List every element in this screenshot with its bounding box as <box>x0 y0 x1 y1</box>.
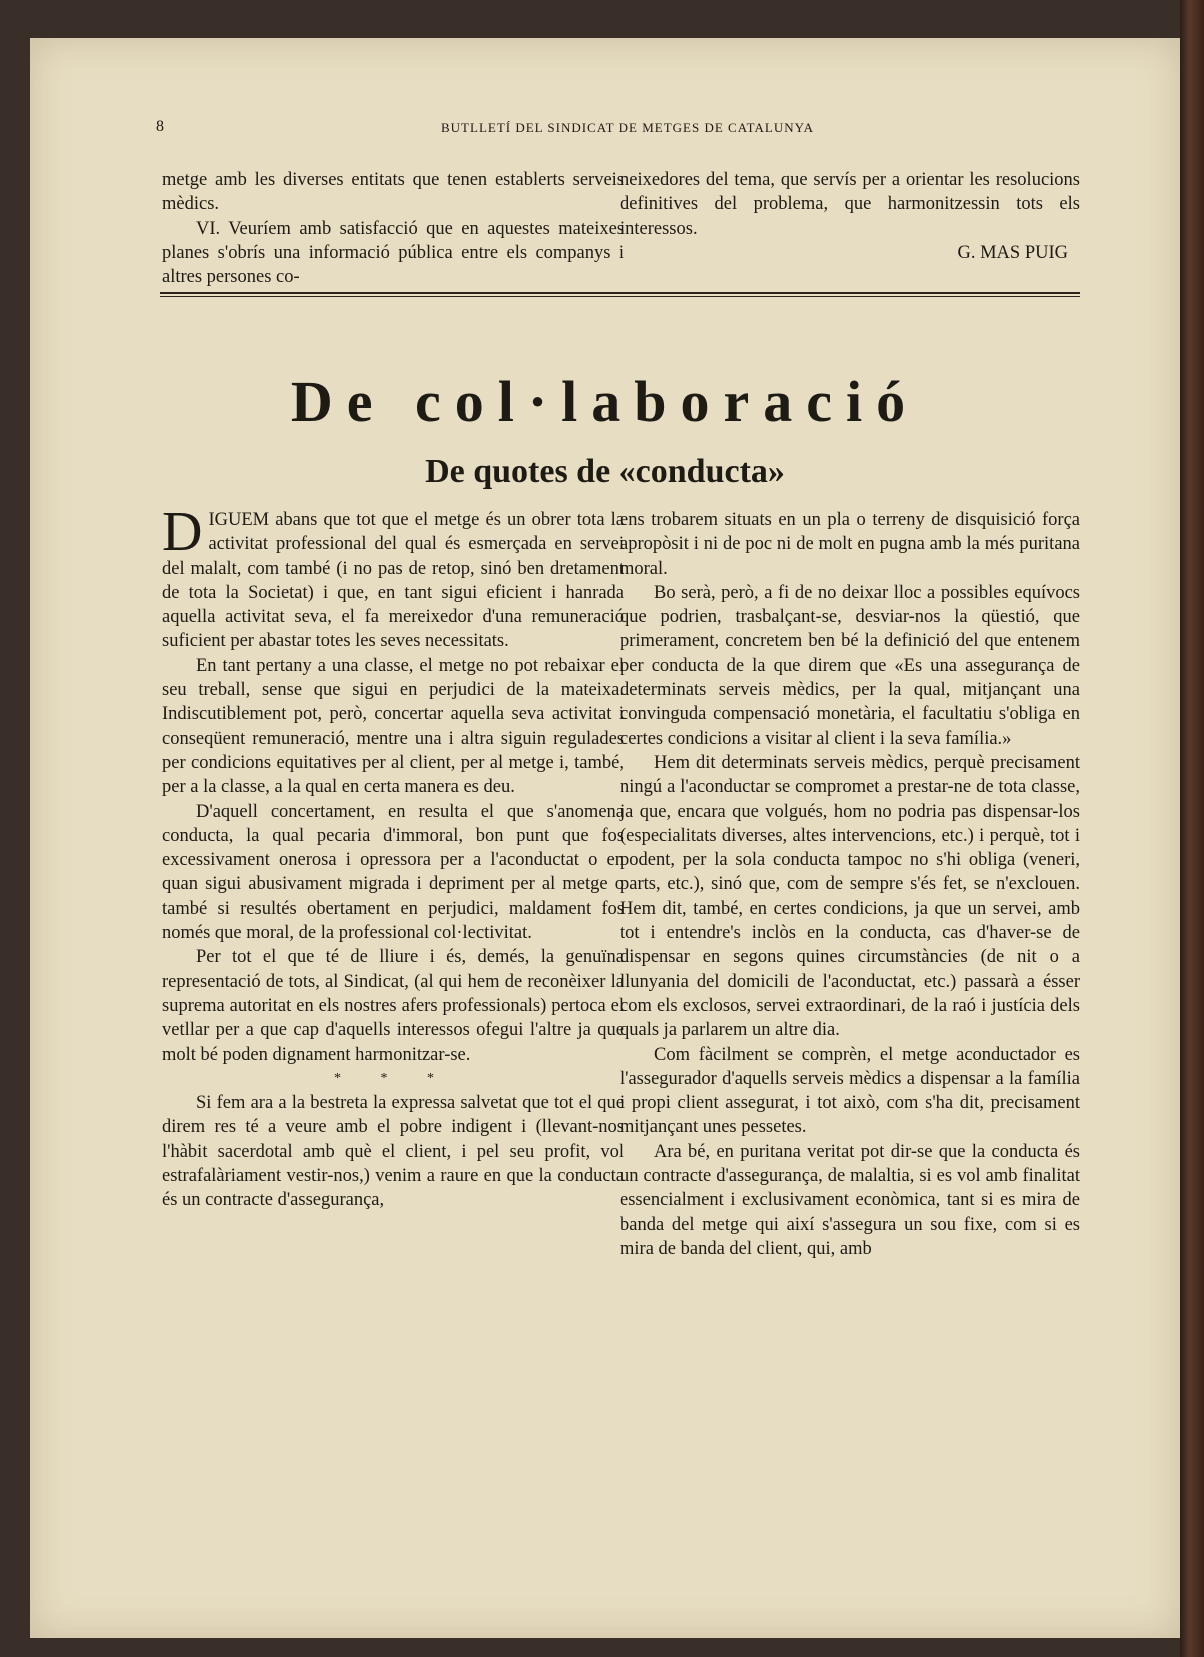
paragraph: D'aquell concertament, en resulta el que s'anomena conducta, la qual pecaria d'immoral, bon punt que fos excessivament onerosa i opressora per a l'aconductat o en quan sigui abusivament migrada i depriment per al metge o també si resultés obertament en perjudici, maldament fos només que moral, de la professional col·lectivitat. <box>162 801 624 944</box>
paragraph: Si fem ara a la bestreta la expressa salvetat que tot el que direm res té a veure amb el pobre indigent i (llevant-nos l'hàbit sacerdotal amb què el client, i pel seu profit, vol estrafalàriament vestir-nos,) venim a raure en que la conducta és un contracte d'assegurança, <box>162 1093 624 1211</box>
section-divider <box>160 292 1080 294</box>
page-number: 8 <box>156 118 165 135</box>
previous-article-left-column <box>162 168 624 289</box>
drop-cap: D <box>162 501 203 563</box>
paragraph: VI. Veuríem amb satisfacció que en aquestes mateixes planes s'obrís una informació pública entre els companys i altres persones co- <box>162 218 624 288</box>
section-title: De col·laboració <box>290 369 920 434</box>
paragraph: Com fàcilment se comprèn, el metge aconductador es l'assegurador d'aquells serveis mèdics a dispensar a la família i propi client assegurat, i tot això, com s'ha dit, precisament mitjançant unes pessetes. <box>620 1044 1080 1138</box>
paragraph: Ara bé, en puritana veritat pot dir-se que la conducta és un contracte d'assegurança, de malaltia, si es vol amb finalitat essencialment i exclusivament econòmica, tant si es mira de banda del metge qui així s'assegura un sou fixe, com si es mira de banda del client, qui, amb <box>620 1141 1080 1259</box>
section-divider-thin <box>160 296 1080 297</box>
author-signature: G. MAS PUIG <box>957 242 1068 263</box>
paragraph: En tant pertany a una classe, el metge no pot rebaixar el seu treball, sense que sigui en perjudici de la mateixa. Indiscutiblement pot, però, concertar aquella seva activitat i conseqüent remuneració, mentre una i altra siguin regulades per condicions equitatives per al client, per al metge i, també, per a la classe, a la qual en certa manera es deu. <box>162 655 624 798</box>
paragraph: Per tot el que té de lliure i és, demés, la genuïna representació de tots, al Sindicat, (al qui hem de reconèixer la suprema autoritat en els nostres afers professionals) pertoca el vetllar per a que cap d'aquells interessos ofegui l'altre ja que molt bé poden dignament harmonitzar-se. <box>162 947 624 1065</box>
article-title: De quotes de «conducta» <box>425 453 785 490</box>
previous-article-right-column <box>620 168 1080 265</box>
article-right-column <box>620 508 1080 1261</box>
page-header <box>156 118 1106 142</box>
paragraph-text: abans que tot que el metge és un obrer tota la activitat professional del qual és esmerçada en servei del malalt, com també (i no pas de retop, sinó ben dretament de tota la Societat) i que, en tant sigui eficient i hanrada aquella activitat seva, el fa mereixedor d'una remuneració suficient per abastar totes les seves necessitats. <box>162 510 624 652</box>
paragraph: metge amb les diverses entitats que tenen establerts serveis mèdics. <box>162 170 624 215</box>
paragraph <box>162 501 624 654</box>
lead-word: IGUEM <box>208 510 270 530</box>
running-head: BUTLLETÍ DEL SINDICAT DE METGES DE CATALUNYA <box>441 120 814 135</box>
article-left-column <box>162 501 624 1213</box>
book-spine <box>1180 0 1204 1657</box>
paragraph: Bo serà, però, a fi de no deixar lloc a possibles equívocs que podrien, trasbalçant-se, desviar-nos la qüestió, que primerament, concretem ben bé la definició del que entenem per conducta de la que direm que «Es una assegurança de determinats serveis mèdics, per la qual, mitjançant una convinguda compensació monetària, el facultatiu s'obliga en certes condicions a visitar al client i la seva família.» <box>620 582 1080 749</box>
document-page <box>30 38 1180 1638</box>
paragraph: ens trobarem situats en un pla o terreny de disquisició força apropòsit i ni de poc ni de molt en pugna amb la més puritana moral. <box>620 510 1080 579</box>
asterism-separator: * * * <box>334 1070 452 1086</box>
paragraph: Hem dit determinats serveis mèdics, perquè precisament ningú a l'aconductar se compromet a prestar-ne de tota classe, ja que, encara que volgués, hom no podria pas dispensar-los (especialitats diverses, altes intervencions, etc.) i perquè, tot i podent, per la sola conducta tampoc no s'hi obliga (veneri, parts, etc.), sinó que, com de sempre s'és fet, se n'exclouen. Hem dit, també, en certes condicions, ja que un servei, amb tot i entendre's inclòs en la conducta, cas d'haver-se de dispensar en segons quines circumstàncies (de nit o a llunyania del domicili de l'aconductat, etc.) passarà a ésser com els exclosos, servei extraordinari, de la raó i justícia dels quals ja parlarem un altre dia. <box>620 752 1080 1041</box>
paragraph: neixedores del tema, que servís per a orientar les resolucions definitives del problema, que harmonitzessin tots els interessos. <box>620 170 1080 239</box>
